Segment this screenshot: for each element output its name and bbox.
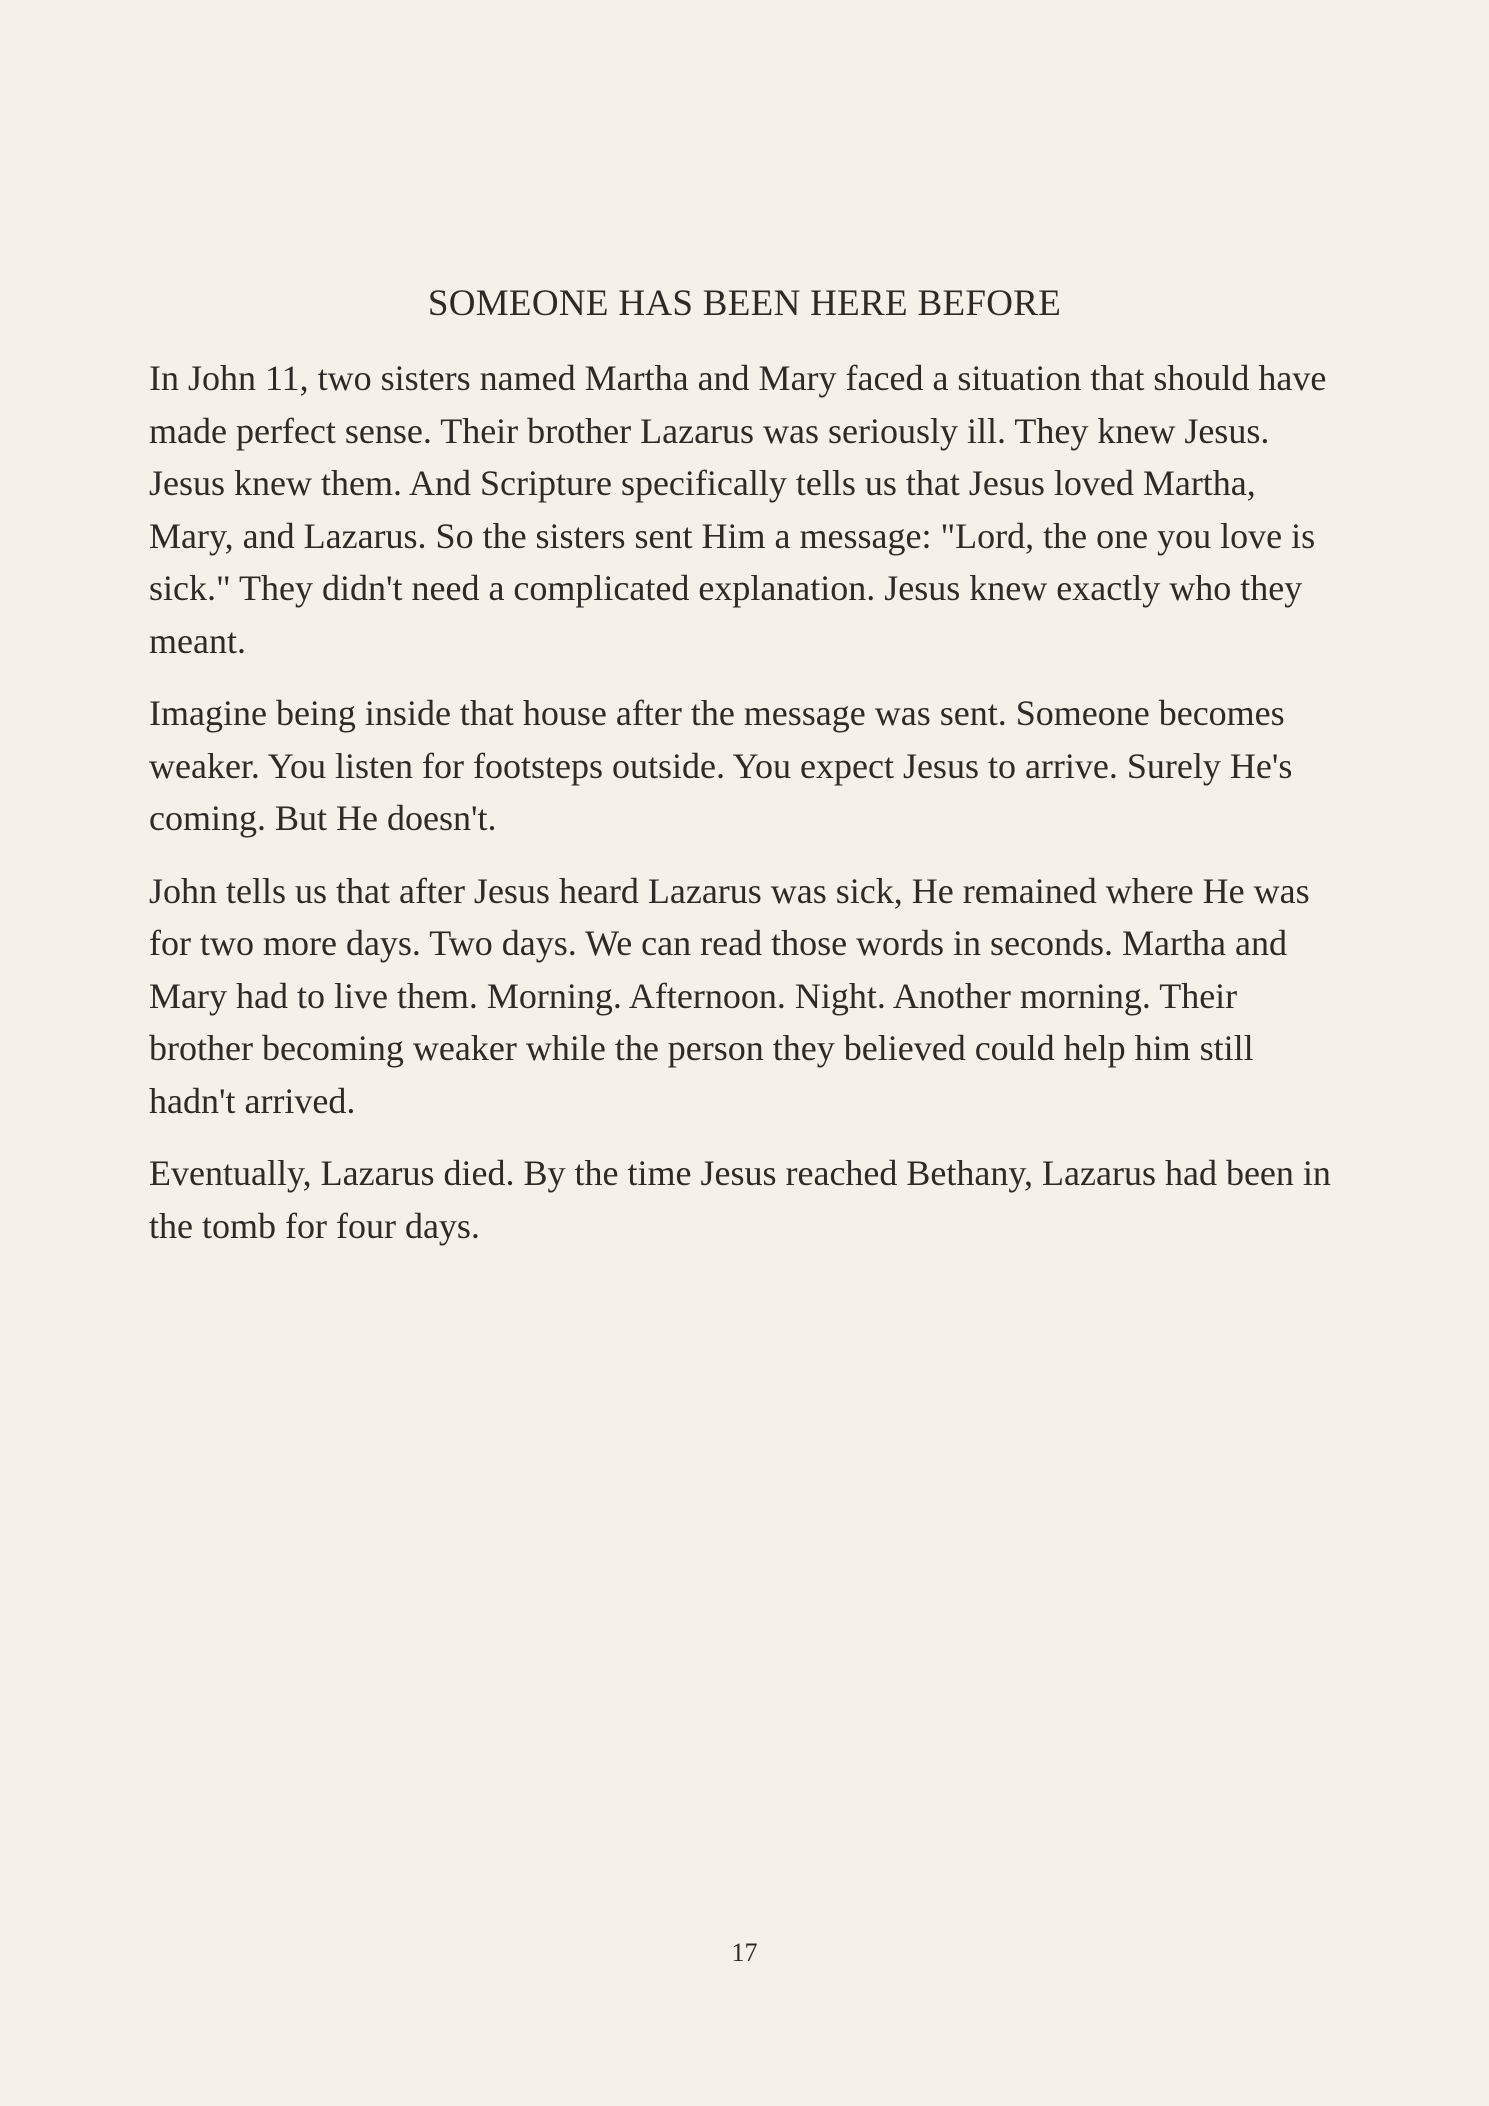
page-title: SOMEONE HAS BEEN HERE BEFORE [427,283,1062,324]
paragraph-1: In John 11, two sisters named Martha and Mary faced a situation that should have made perfect sense. Their brother Lazarus was seriously ill. They knew Jesus. Jesus knew them. And Scripture specifically tells us that Jesus loved Martha, Mary, and Lazarus. So the sisters sent Him a message: "Lord, the one you love is sick." They didn't need a complicated explanation. Jesus knew exactly who they meant. [149,358,1327,661]
paragraph-3: John tells us that after Jesus heard Lazarus was sick, He remained where He was for two more days. Two days. We can read those words in seconds. Martha and Mary had to live them. Morning. Afternoon. Night. Another morning. Their brother becoming weaker while the person they believed could help him still hadn't arrived. [149,870,1310,1121]
page-number: 17 [731,1938,758,1967]
paragraph-2: Imagine being inside that house after the message was sent. Someone becomes weaker. You listen for footsteps outside. You expect Jesus to arrive. Surely He's coming. But He doesn't. [149,693,1293,838]
body-text [149,352,1349,1272]
paragraph-4: Eventually, Lazarus died. By the time Jesus reached Bethany, Lazarus had been in the tomb for four days. [149,1153,1331,1246]
